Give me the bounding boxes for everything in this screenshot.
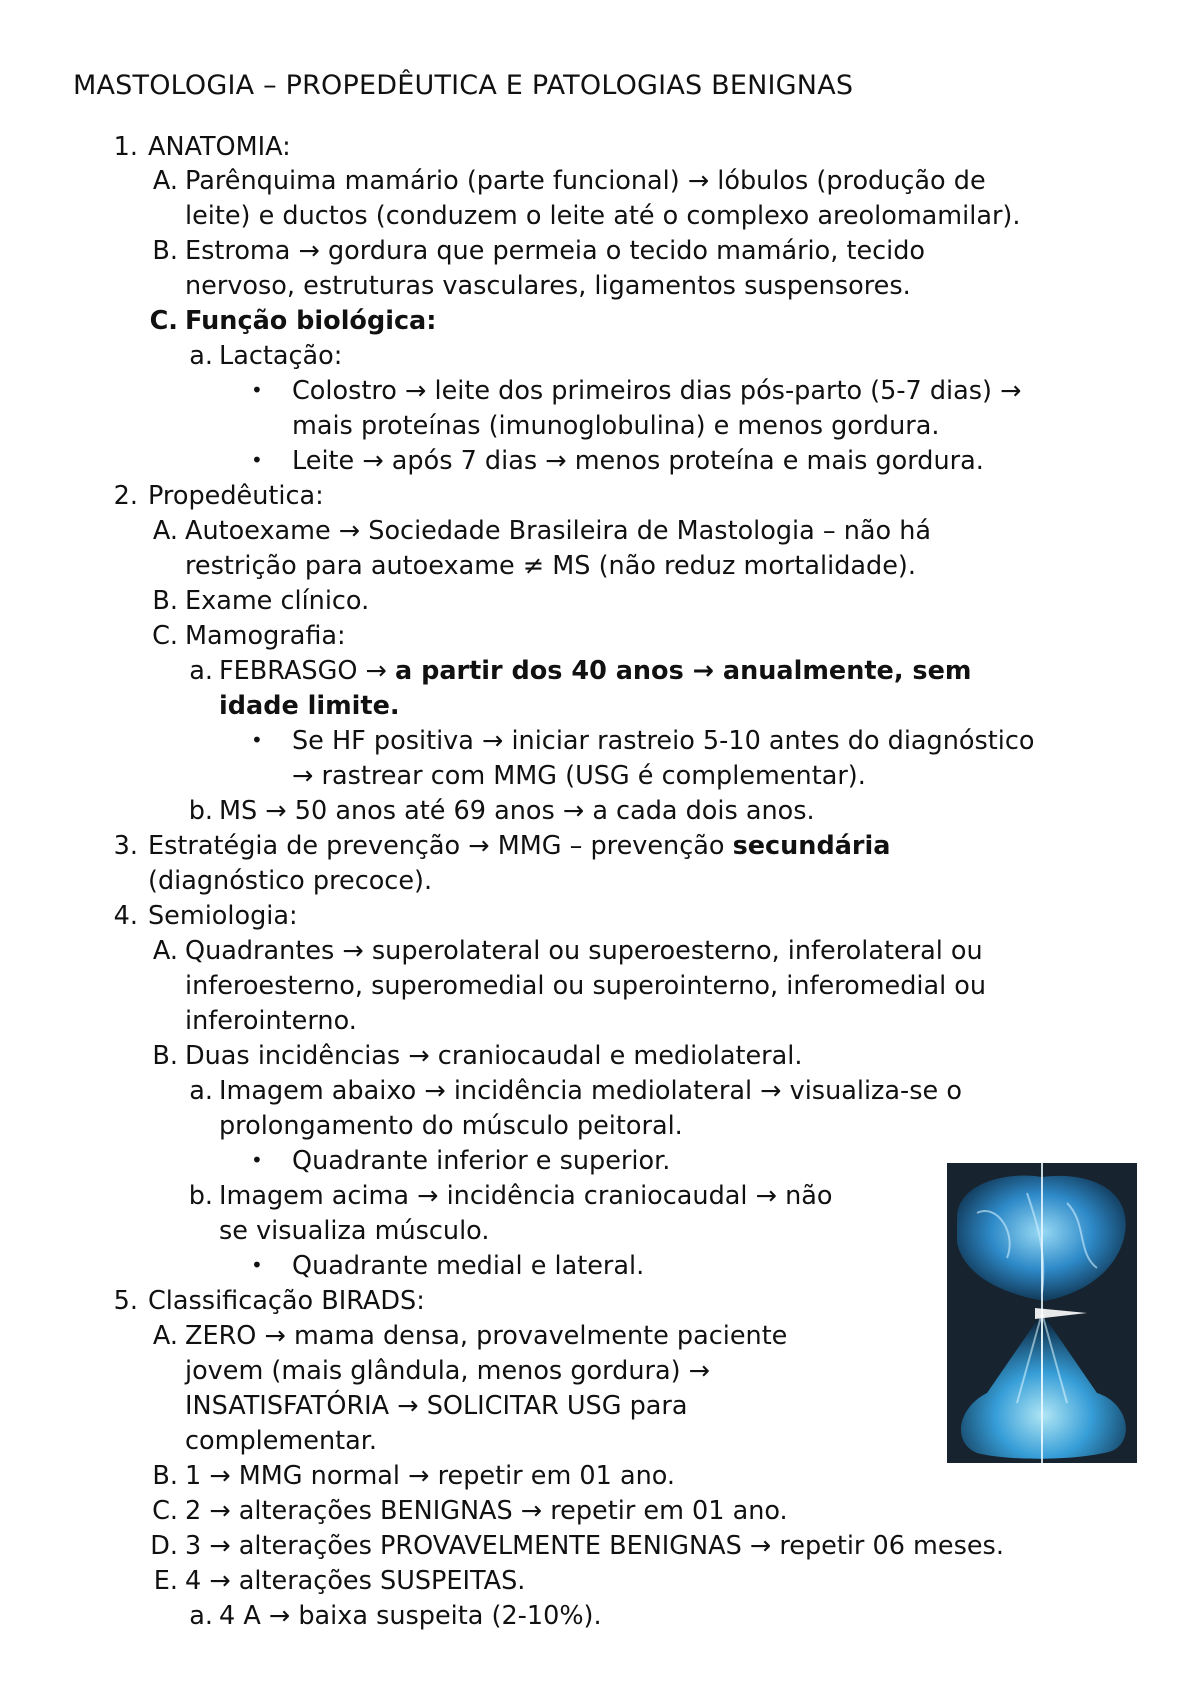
list-marker: E. xyxy=(153,1566,178,1596)
list-marker: 5. xyxy=(113,1286,138,1316)
text-plain-part: Estratégia de prevenção → MMG – prevenção xyxy=(148,831,733,861)
list-item-text: leite) e ductos (conduzem o leite até o complexo areolomamilar). xyxy=(185,201,1021,231)
mammography-image xyxy=(947,1163,1137,1463)
list-item-text: inferointerno. xyxy=(185,1006,357,1036)
list-marker: B. xyxy=(152,586,178,616)
list-item-text: Imagem acima → incidência craniocaudal → não xyxy=(219,1181,833,1211)
list-item-text xyxy=(148,829,890,863)
page-title: MASTOLOGIA – PROPEDÊUTICA E PATOLOGIAS BENIGNAS xyxy=(73,70,854,101)
list-item-text: Quadrante medial e lateral. xyxy=(292,1251,645,1281)
list-marker: b. xyxy=(188,1181,213,1211)
list-marker: C. xyxy=(152,621,178,651)
list-item-text: INSATISFATÓRIA → SOLICITAR USG para xyxy=(185,1391,688,1421)
list-item-text: Estroma → gordura que permeia o tecido mamário, tecido xyxy=(185,236,926,266)
list-item-text: Propedêutica: xyxy=(148,481,324,511)
bullet-marker: • xyxy=(251,448,263,472)
text-plain-part: FEBRASGO → xyxy=(219,656,395,686)
list-marker: b. xyxy=(188,796,213,826)
list-marker: 4. xyxy=(113,901,138,931)
list-item-text: 4 A → baixa suspeita (2-10%). xyxy=(219,1601,602,1631)
mammography-illustration xyxy=(947,1163,1137,1463)
list-item-text: ANATOMIA: xyxy=(148,132,291,162)
list-item-text: 4 → alterações SUSPEITAS. xyxy=(185,1566,526,1596)
list-item-text: Mamografia: xyxy=(185,621,346,651)
list-item-text: Imagem abaixo → incidência mediolateral → visualiza-se o xyxy=(219,1076,962,1106)
bullet-marker: • xyxy=(251,1253,263,1277)
list-item-text: Leite → após 7 dias → menos proteína e mais gordura. xyxy=(292,446,984,476)
list-item-text: Exame clínico. xyxy=(185,586,370,616)
list-item-text: Semiologia: xyxy=(148,901,298,931)
list-marker: 3. xyxy=(113,831,138,861)
list-marker: C. xyxy=(152,1496,178,1526)
list-marker: a. xyxy=(189,1601,213,1631)
list-item-text: (diagnóstico precoce). xyxy=(148,866,433,896)
list-item-text: MS → 50 anos até 69 anos → a cada dois anos. xyxy=(219,796,815,826)
list-marker: B. xyxy=(152,1461,178,1491)
list-marker: B. xyxy=(152,236,178,266)
list-item-text: restrição para autoexame ≠ MS (não reduz mortalidade). xyxy=(185,551,916,581)
list-item-text: 2 → alterações BENIGNAS → repetir em 01 ano. xyxy=(185,1496,788,1526)
list-item-text: 3 → alterações PROVAVELMENTE BENIGNAS → repetir 06 meses. xyxy=(185,1531,1004,1561)
list-item-text: prolongamento do músculo peitoral. xyxy=(219,1111,683,1141)
list-item-text: Se HF positiva → iniciar rastreio 5-10 antes do diagnóstico xyxy=(292,726,1035,756)
list-item-text: mais proteínas (imunoglobulina) e menos gordura. xyxy=(292,411,940,441)
list-item-text: jovem (mais glândula, menos gordura) → xyxy=(185,1356,711,1386)
list-item-text: ZERO → mama densa, provavelmente paciente xyxy=(185,1321,788,1351)
list-item-text: Quadrante inferior e superior. xyxy=(292,1146,671,1176)
list-marker: D. xyxy=(150,1531,178,1561)
list-item-text: → rastrear com MMG (USG é complementar). xyxy=(292,761,866,791)
list-item-text: Parênquima mamário (parte funcional) → lóbulos (produção de xyxy=(185,166,986,196)
bullet-marker: • xyxy=(251,378,263,402)
list-marker: a. xyxy=(189,1076,213,1106)
text-bold-part: a partir dos 40 anos → anualmente, sem xyxy=(395,656,972,686)
list-marker: A. xyxy=(152,1321,178,1351)
list-item-text: Autoexame → Sociedade Brasileira de Mastologia – não há xyxy=(185,516,932,546)
list-item-text: nervoso, estruturas vasculares, ligamentos suspensores. xyxy=(185,271,911,301)
list-marker: 2. xyxy=(113,481,138,511)
text-bold-part: secundária xyxy=(732,831,891,861)
list-item-text: 1 → MMG normal → repetir em 01 ano. xyxy=(185,1461,675,1491)
list-marker: a. xyxy=(189,341,213,371)
list-marker: A. xyxy=(152,936,178,966)
list-marker: B. xyxy=(152,1041,178,1071)
list-item-text: se visualiza músculo. xyxy=(219,1216,490,1246)
list-item-text xyxy=(219,654,971,688)
list-marker: 1. xyxy=(113,132,138,162)
bullet-marker: • xyxy=(251,728,263,752)
list-item-text: Colostro → leite dos primeiros dias pós-parto (5-7 dias) → xyxy=(292,376,1022,406)
list-item-text: Lactação: xyxy=(219,341,343,371)
list-marker: a. xyxy=(189,656,213,686)
list-item-text: Duas incidências → craniocaudal e mediolateral. xyxy=(185,1041,803,1071)
list-item-text: complementar. xyxy=(185,1426,377,1456)
list-item-text: Quadrantes → superolateral ou superoesterno, inferolateral ou xyxy=(185,936,983,966)
list-item-text: Classificação BIRADS: xyxy=(148,1286,425,1316)
list-item-text: idade limite. xyxy=(219,691,400,721)
list-marker: A. xyxy=(152,166,178,196)
list-marker: A. xyxy=(152,516,178,546)
list-item-text: Função biológica: xyxy=(185,306,437,336)
list-item-text: inferoesterno, superomedial ou superointerno, inferomedial ou xyxy=(185,971,987,1001)
bullet-marker: • xyxy=(251,1148,263,1172)
list-marker: C. xyxy=(149,306,178,336)
